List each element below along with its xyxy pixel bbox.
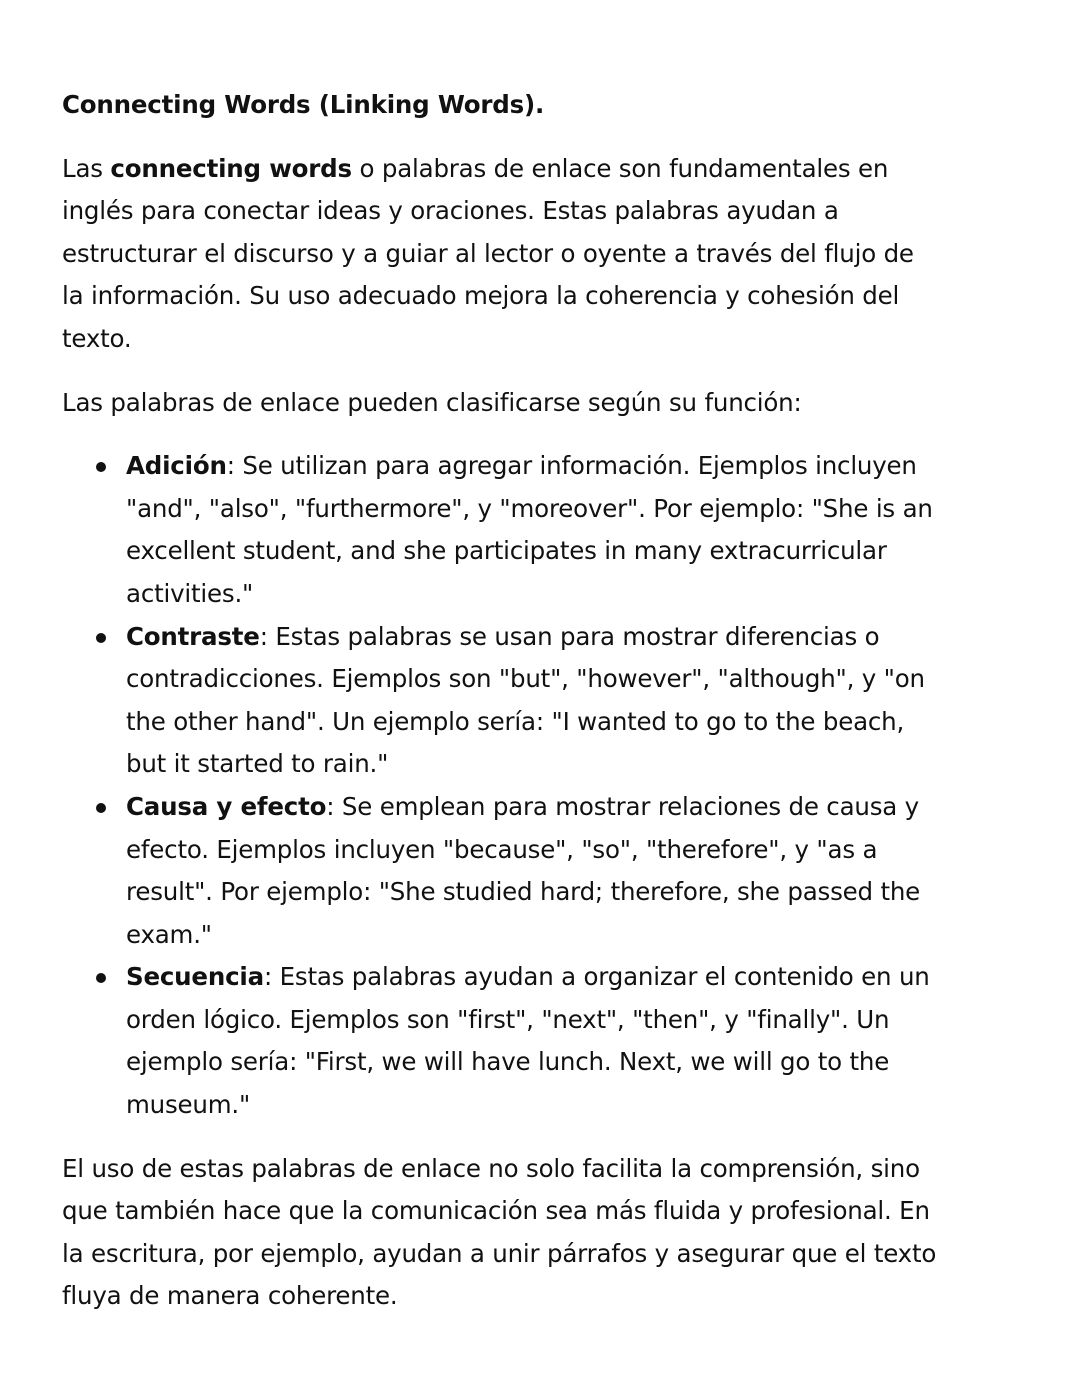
- list-item-term: Secuencia: [126, 962, 264, 992]
- list-item-text: : Estas palabras se usan para mostrar diferencias o contradicciones. Ejemplos son "but", "however", "although", y "on the other hand". Un ejemplo sería: "I wanted to go to the beach, but it started to rain.": [126, 621, 925, 779]
- bullet-icon: [96, 973, 106, 983]
- page-title: Connecting Words (Linking Words).: [62, 90, 545, 119]
- list-item-term: Adición: [126, 451, 227, 481]
- intro-suffix: o palabras de enlace son fundamentales en inglés para conectar ideas y oraciones. Estas palabras ayudan a estructurar el discurso y a guiar al lector o oyente a través del flujo de la información. Su uso adecuado mejora la coherencia y cohesión del texto.: [62, 153, 914, 353]
- list-item-text: : Se emplean para mostrar relaciones de causa y efecto. Ejemplos incluyen "because", "so", "therefore", y "as a result". Por ejemplo: "She studied hard; therefore, she passed the exam.": [126, 791, 921, 949]
- list-item-secuencia: [126, 956, 942, 1126]
- list-item-adicion: [126, 445, 942, 615]
- intro-paragraph: [62, 148, 942, 361]
- bullet-icon: [96, 803, 106, 813]
- intro-prefix: Las: [62, 153, 111, 183]
- list-item-term: Causa y efecto: [126, 791, 327, 821]
- list-item-causa-efecto: [126, 786, 942, 956]
- intro-bold-term: connecting words: [110, 153, 352, 183]
- classification-paragraph: Las palabras de enlace pueden clasificarse según su función:: [62, 387, 802, 417]
- list-item-contraste: [126, 616, 942, 786]
- list-item-text: : Se utilizan para agregar información. Ejemplos incluyen "and", "also", "furthermore", y "moreover". Por ejemplo: "She is an excellent student, and she participates in many extracurricular activities.": [126, 451, 933, 608]
- list-item-term: Contraste: [126, 621, 260, 651]
- document-page: [62, 84, 942, 1339]
- function-list: [62, 445, 942, 1127]
- list-item-text: : Estas palabras ayudan a organizar el contenido en un orden lógico. Ejemplos son "first", "next", "then", y "finally". Un ejemplo sería: "First, we will have lunch. Next, we will go to the museum.": [126, 962, 930, 1120]
- bullet-icon: [96, 633, 106, 643]
- bullet-icon: [96, 462, 106, 472]
- conclusion-paragraph: El uso de estas palabras de enlace no solo facilita la comprensión, sino que también hace que la comunicación sea más fluida y profesional. En la escritura, por ejemplo, ayudan a unir párrafos y asegurar que el texto fluya de manera coherente.: [62, 1153, 937, 1311]
